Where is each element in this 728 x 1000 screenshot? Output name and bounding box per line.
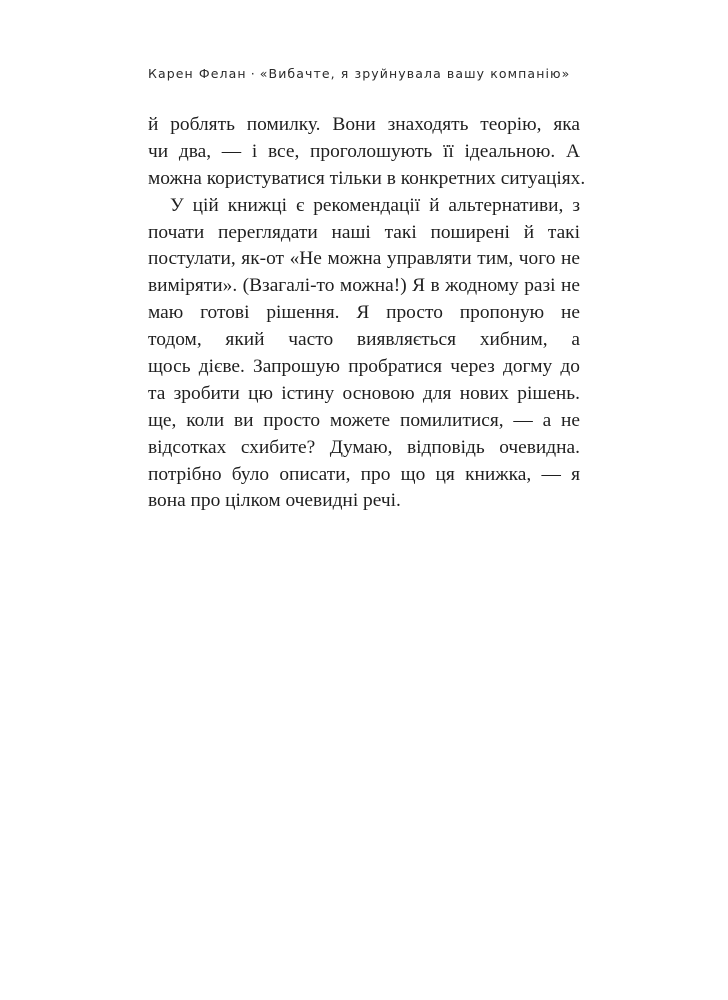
text-line: вона про цілком очевидні речі.	[148, 490, 401, 512]
header-book-title: «Вибачте, я зруйнувала вашу компанію»	[259, 66, 571, 81]
text-line: та зробити цю істину основою для нових рішень.	[148, 382, 580, 404]
text-line: й роблять помилку. Вони знаходять теорію, яка	[148, 114, 580, 135]
text-line: постулати, як-от «Не можна управляти тим, чого не	[148, 248, 580, 270]
text-line: маю готові рішення. Я просто пропоную не	[148, 302, 580, 324]
running-header	[148, 66, 588, 81]
text-line: ще, коли ви просто можете помилитися, — а не	[148, 409, 580, 431]
text-line: почати переглядати наші такі поширені й такі	[148, 221, 580, 243]
header-separator: ·	[250, 66, 256, 81]
text-line: щось дієве. Запрошую пробратися через догму до	[148, 356, 580, 378]
text-line: тодом, який часто виявляється хибним, а	[148, 329, 580, 351]
text-line: У цій книжці є рекомендації й альтернативи, з	[170, 194, 580, 216]
text-line: відсотках схибите? Думаю, відповідь очевидна.	[148, 436, 580, 458]
header-author: Карен Фелан	[148, 66, 247, 81]
text-line: можна користуватися тільки в конкретних ситуаціях.	[148, 167, 586, 189]
text-line: чи два, — і все, проголошують її ідеальною. А	[148, 140, 580, 162]
text-line: потрібно було описати, про що ця книжка, — я	[148, 463, 580, 485]
text-line: виміряти». (Взагалі-то можна!) Я в жодному разі не	[148, 275, 580, 297]
body-text	[148, 112, 586, 515]
